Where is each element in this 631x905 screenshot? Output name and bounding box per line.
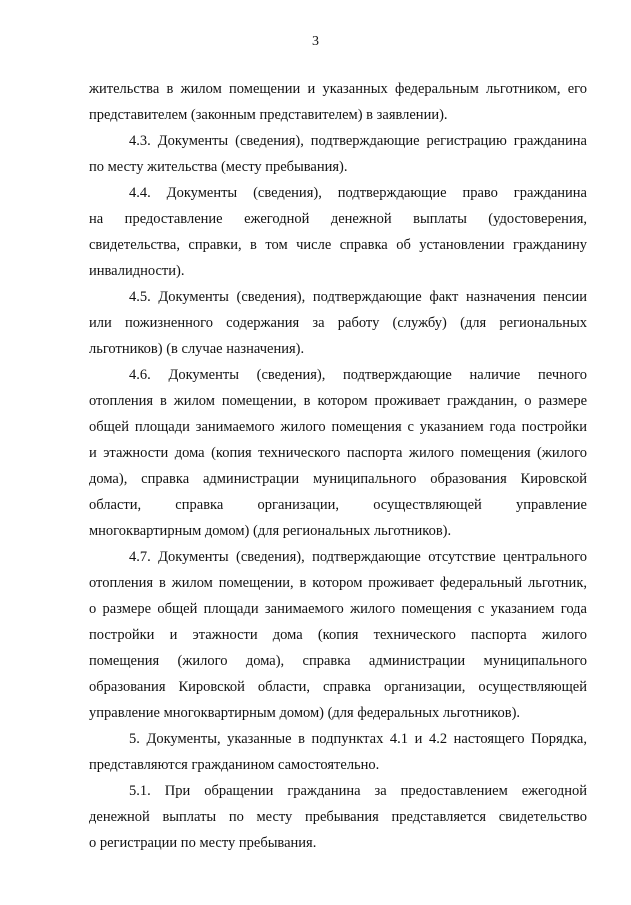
text-line: 4.4. Документы (сведения), подтверждающие право гражданина [129, 185, 587, 201]
text-line: жительства в жилом помещении и указанных федеральным льготником, его [89, 81, 587, 97]
text-line: 5. Документы, указанные в подпунктах 4.1 и 4.2 настоящего Порядка, [129, 731, 587, 747]
text-line: 4.3. Документы (сведения), подтверждающие регистрацию гражданина [129, 133, 587, 149]
paragraph-residence-continuation [89, 76, 587, 128]
text-line: по месту жительства (месту пребывания). [89, 159, 348, 175]
text-line: инвалидности). [89, 263, 185, 279]
text-line: представителем (законным представителем) в заявлении). [89, 107, 448, 123]
text-line: льготников) (в случае назначения). [89, 341, 305, 357]
text-line: на предоставление ежегодной денежной выплаты (удостоверения, [89, 211, 587, 227]
paragraph-item-5 [89, 726, 587, 778]
paragraph-item-4-3 [89, 128, 587, 180]
text-line: 4.6. Документы (сведения), подтверждающие наличие печного [129, 367, 587, 383]
text-line: или пожизненного содержания за работу (службу) (для региональных [89, 315, 587, 331]
text-line: управление многоквартирным домом) (для федеральных льготников). [89, 705, 521, 721]
text-line: представляются гражданином самостоятельно. [89, 757, 380, 773]
text-line: свидетельства, справки, в том числе справка об установлении гражданину [89, 237, 587, 253]
text-line: общей площади занимаемого жилого помещения с указанием года постройки [89, 419, 587, 435]
text-line: о регистрации по месту пребывания. [89, 835, 317, 851]
text-line: многоквартирным домом) (для региональных льготников). [89, 523, 452, 539]
text-line: о размере общей площади занимаемого жилого помещения с указанием года [89, 601, 587, 617]
text-line: помещения (жилого дома), справка администрации муниципального [89, 653, 587, 669]
paragraph-item-4-5 [89, 284, 587, 362]
paragraph-item-5-1 [89, 778, 587, 856]
text-line: дома), справка администрации муниципального образования Кировской [89, 471, 587, 487]
text-line: постройки и этажности дома (копия технического паспорта жилого [89, 627, 587, 643]
text-line: и этажности дома (копия технического паспорта жилого помещения (жилого [89, 445, 587, 461]
text-line: 5.1. При обращении гражданина за предоставлением ежегодной [129, 783, 587, 799]
text-line: отопления в жилом помещении, в котором проживает федеральный льготник, [89, 575, 587, 591]
text-line: 4.5. Документы (сведения), подтверждающие факт назначения пенсии [129, 289, 587, 305]
document-body [89, 76, 587, 856]
page-number: 3 [312, 34, 319, 49]
text-line: денежной выплаты по месту пребывания представляется свидетельство [89, 809, 587, 825]
paragraph-item-4-6 [89, 362, 587, 544]
text-line: области, справка организации, осуществляющей управление [89, 497, 587, 513]
paragraph-item-4-4 [89, 180, 587, 284]
text-line: отопления в жилом помещении, в котором проживает гражданин, о размере [89, 393, 587, 409]
text-line: 4.7. Документы (сведения), подтверждающие отсутствие центрального [129, 549, 587, 565]
paragraph-item-4-7 [89, 544, 587, 726]
text-line: образования Кировской области, справка организации, осуществляющей [89, 679, 587, 695]
